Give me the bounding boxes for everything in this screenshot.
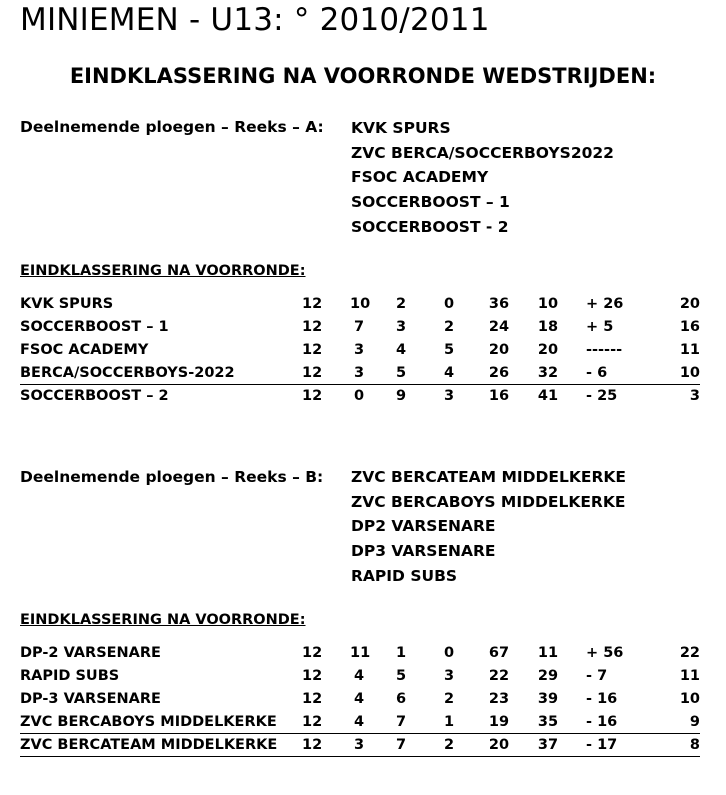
played-cell: 12 [302, 668, 323, 684]
reeks-a-team: FSOC ACADEMY [351, 168, 489, 187]
points-cell: 10 [679, 691, 700, 707]
reeks-a-team: KVK SPURS [351, 119, 451, 137]
team-name-cell: BERCA/SOCCERBOYS-2022 [20, 365, 235, 381]
lost-cell: 0 [443, 296, 455, 312]
reeks-a-team-list [351, 116, 614, 239]
standings-row [20, 293, 700, 316]
reeks-b-team-list [351, 465, 626, 588]
team-name-cell: RAPID SUBS [20, 668, 120, 684]
goal-difference-cell: + 56 [586, 645, 624, 661]
lost-cell: 2 [443, 737, 455, 753]
played-cell: 12 [302, 342, 323, 358]
goals-for-cell: 24 [488, 319, 510, 335]
played-cell: 12 [302, 645, 323, 661]
reeks-a-standings-title: EINDKLASSERING NA VOORRONDE: [20, 263, 306, 279]
goals-for-cell: 26 [488, 365, 510, 381]
goals-for-cell: 20 [488, 342, 510, 358]
won-cell: 3 [353, 342, 365, 358]
drawn-cell: 7 [395, 737, 407, 753]
reeks-a-team: SOCCERBOOST - 2 [351, 217, 509, 236]
goal-difference-cell: - 25 [586, 388, 618, 404]
won-cell: 3 [353, 365, 365, 381]
standings-row [20, 711, 700, 734]
points-cell: 9 [689, 714, 700, 730]
lost-cell: 3 [443, 388, 455, 404]
goals-against-cell: 37 [537, 737, 559, 753]
reeks-b-team: DP2 VARSENARE [351, 517, 496, 536]
standings-row [20, 385, 700, 408]
team-name-cell: FSOC ACADEMY [20, 342, 149, 358]
goals-against-cell: 32 [537, 365, 559, 381]
goals-against-cell: 10 [537, 296, 559, 312]
won-cell: 7 [353, 319, 365, 335]
goal-difference-cell: - 16 [586, 691, 618, 707]
drawn-cell: 4 [395, 342, 407, 358]
won-cell: 4 [353, 691, 365, 707]
goals-against-cell: 18 [537, 319, 559, 335]
standings-row [20, 362, 700, 385]
standings-row [20, 665, 700, 688]
lost-cell: 2 [443, 319, 455, 335]
points-cell: 16 [679, 319, 700, 335]
points-cell: 3 [689, 388, 700, 404]
goals-against-cell: 29 [537, 668, 559, 684]
drawn-cell: 1 [395, 645, 407, 661]
lost-cell: 0 [443, 645, 455, 661]
won-cell: 11 [350, 645, 371, 661]
team-name-cell: KVK SPURS [20, 296, 114, 312]
drawn-cell: 5 [395, 365, 407, 381]
goals-against-cell: 20 [537, 342, 559, 358]
team-name-cell: ZVC BERCABOYS MIDDELKERKE [20, 714, 277, 730]
drawn-cell: 2 [395, 296, 407, 312]
drawn-cell: 5 [395, 668, 407, 684]
goal-difference-cell: - 17 [586, 737, 618, 753]
lost-cell: 3 [443, 668, 455, 684]
drawn-cell: 3 [395, 319, 407, 335]
reeks-b-standings [20, 642, 700, 757]
lost-cell: 5 [443, 342, 455, 358]
goal-difference-cell: ------ [586, 342, 623, 358]
points-cell: 11 [679, 668, 700, 684]
goals-against-cell: 35 [537, 714, 559, 730]
points-cell: 8 [689, 737, 700, 753]
goals-against-cell: 11 [537, 645, 559, 661]
standings-row [20, 642, 700, 665]
standings-row [20, 734, 700, 757]
played-cell: 12 [302, 714, 323, 730]
team-name-cell: ZVC BERCATEAM MIDDELKERKE [20, 737, 278, 753]
drawn-cell: 9 [395, 388, 407, 404]
won-cell: 4 [353, 668, 365, 684]
goal-difference-cell: - 7 [586, 668, 608, 684]
goals-against-cell: 41 [537, 388, 559, 404]
reeks-b-team: DP3 VARSENARE [351, 542, 496, 561]
lost-cell: 2 [443, 691, 455, 707]
page-subtitle: EINDKLASSERING NA VOORRONDE WEDSTRIJDEN: [69, 64, 657, 88]
goals-for-cell: 19 [488, 714, 510, 730]
reeks-a-label: Deelnemende ploegen – Reeks – A: [20, 118, 324, 136]
standings-row [20, 688, 700, 711]
played-cell: 12 [302, 388, 323, 404]
points-cell: 20 [679, 296, 700, 312]
points-cell: 22 [679, 645, 700, 661]
reeks-a-team: ZVC BERCA/SOCCERBOYS2022 [351, 143, 614, 162]
played-cell: 12 [302, 691, 323, 707]
goals-for-cell: 16 [488, 388, 510, 404]
goals-for-cell: 20 [488, 737, 510, 753]
points-cell: 10 [679, 365, 700, 381]
played-cell: 12 [302, 319, 323, 335]
team-name-cell: DP-2 VARSENARE [20, 645, 161, 661]
won-cell: 10 [350, 296, 371, 312]
reeks-b-standings-title: EINDKLASSERING NA VOORRONDE: [20, 612, 306, 628]
lost-cell: 1 [443, 714, 455, 730]
goal-difference-cell: - 6 [586, 365, 608, 381]
team-name-cell: SOCCERBOOST – 2 [20, 388, 169, 404]
team-name-cell: SOCCERBOOST – 1 [20, 319, 169, 335]
reeks-a-team: SOCCERBOOST – 1 [351, 193, 510, 212]
played-cell: 12 [302, 737, 323, 753]
team-name-cell: DP-3 VARSENARE [20, 691, 161, 707]
page-title: MINIEMEN - U13: ° 2010/2011 [20, 2, 490, 38]
goal-difference-cell: + 26 [586, 296, 624, 312]
won-cell: 4 [353, 714, 365, 730]
goals-for-cell: 22 [488, 668, 510, 684]
points-cell: 11 [679, 342, 700, 358]
goal-difference-cell: + 5 [586, 319, 614, 335]
reeks-b-team: RAPID SUBS [351, 566, 458, 585]
drawn-cell: 6 [395, 691, 407, 707]
reeks-b-label: Deelnemende ploegen – Reeks – B: [20, 468, 324, 486]
standings-row [20, 339, 700, 362]
standings-row [20, 316, 700, 339]
goals-for-cell: 36 [488, 296, 510, 312]
played-cell: 12 [302, 365, 323, 381]
played-cell: 12 [302, 296, 323, 312]
goals-for-cell: 23 [488, 691, 510, 707]
reeks-b-team: ZVC BERCABOYS MIDDELKERKE [351, 492, 626, 511]
won-cell: 3 [353, 737, 365, 753]
reeks-a-standings [20, 293, 700, 408]
drawn-cell: 7 [395, 714, 407, 730]
goals-for-cell: 67 [488, 645, 510, 661]
won-cell: 0 [353, 388, 365, 404]
goals-against-cell: 39 [537, 691, 559, 707]
lost-cell: 4 [443, 365, 455, 381]
reeks-b-team: ZVC BERCATEAM MIDDELKERKE [351, 468, 627, 486]
goal-difference-cell: - 16 [586, 714, 618, 730]
